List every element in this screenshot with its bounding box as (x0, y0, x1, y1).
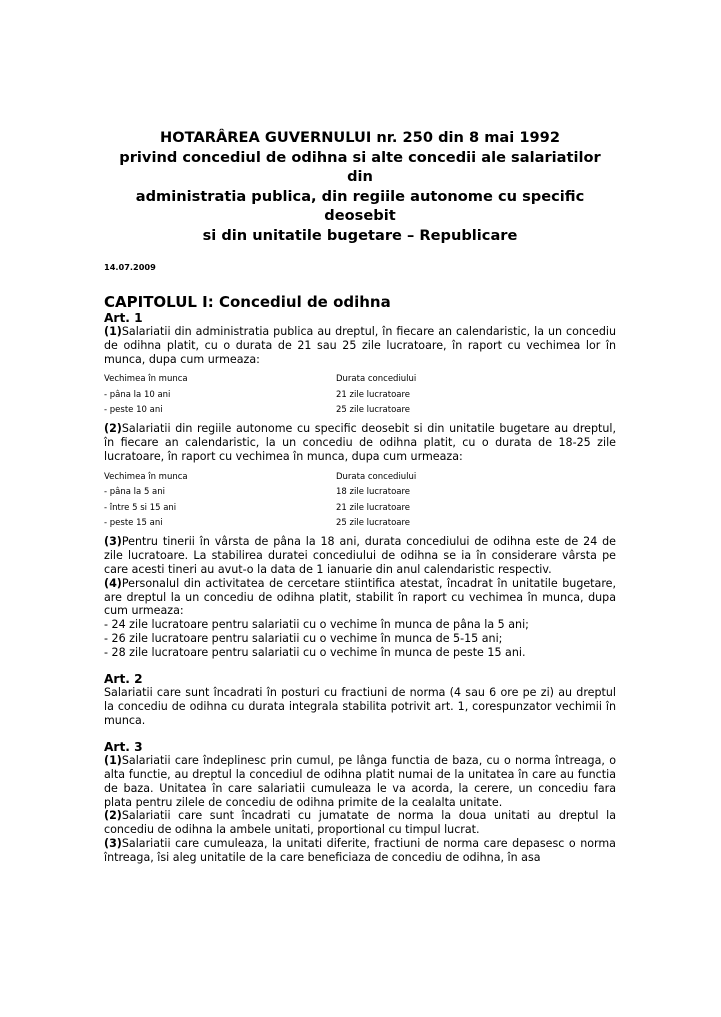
table-header-row (104, 469, 416, 485)
article-2-heading: Art. 2 (104, 672, 143, 687)
paragraph-number: (1) (104, 753, 122, 767)
table-cell: - pâna la 10 ani (104, 389, 171, 400)
list-item: - 26 zile lucratoare pentru salariatii cu o vechime în munca de 5-15 ani; (104, 632, 503, 646)
title-line: privind concediul de odihna si alte concedii ale salariatilor din (119, 148, 601, 185)
article-3-paragraph-3 (104, 837, 616, 865)
table-cell: 18 zile lucratoare (336, 487, 411, 498)
document-date: 14.07.2009 (104, 262, 156, 272)
table-cell: - peste 15 ani (104, 518, 163, 529)
article-3-paragraph-2 (104, 809, 616, 837)
paragraph-number: (4) (104, 576, 122, 590)
seniority-table-1 (104, 372, 416, 419)
chapter-heading: CAPITOLUL I: Concediul de odihna (104, 293, 391, 311)
table-row (104, 403, 416, 419)
paragraph-number: (3) (104, 534, 122, 548)
paragraph-text: Salariatii care sunt încadrati cu jumatate de norma la doua unitati au dreptul la concediu de odihna la ambele unitati, proportional cu timpul lucrat. (104, 809, 616, 837)
paragraph-text: Salariatii din regiile autonome cu specific deosebit si din unitatile bugetare au dreptul, în fiecare an calendaristic, la un concediu de odihna platit, cu o durata de 18-25 zile lucratoare, în raport cu vechimea în munca, dupa cum urmeaza: (104, 422, 616, 464)
list-item: - 28 zile lucratoare pentru salariatii cu o vechime în munca de peste 15 ani. (104, 646, 526, 660)
list-item: - 24 zile lucratoare pentru salariatii cu o vechime în munca de pâna la 5 ani; (104, 618, 529, 632)
table-row (104, 515, 416, 531)
article-1-heading: Art. 1 (104, 311, 143, 325)
title-line: administratia publica, din regiile autonome cu specific deosebit (135, 187, 585, 224)
article-1-paragraph-2 (104, 422, 616, 464)
table-header-cell: Vechimea în munca (104, 471, 188, 482)
article-3-paragraph-1 (104, 754, 616, 810)
table-cell: - între 5 si 15 ani (104, 502, 177, 513)
paragraph-number: (2) (104, 422, 122, 436)
article-2-paragraph: Salariatii care sunt încadrati în posturi cu fractiuni de norma (4 sau 6 ore pe zi) au dreptul la concediu de odihna cu durata integrala stabilita potrivit art. 1, corespunzator vechimii în munca. (104, 686, 616, 727)
paragraph-number: (2) (104, 809, 122, 823)
paragraph-text: Personalul din activitatea de cercetare stiintifica atestat, încadrat în unitatile bugetare, are dreptul la un concediu de odihna platit, stabilit în raport cu vechimea în munca, dupa cum urmeaza: (104, 576, 616, 618)
table-header-cell: Durata concediului (336, 471, 417, 482)
table-row (104, 484, 416, 500)
table-header-cell: Vechimea în munca (104, 374, 188, 385)
table-header-row (104, 372, 416, 388)
paragraph-text: Salariatii din administratia publica au dreptul, în fiecare an calendaristic, la un concediu de odihna platit, cu o durata de 21 sau 25 zile lucratoare, în raport cu vechimea lor în munca, dupa cum urmeaza: (104, 325, 616, 366)
document-page (104, 0, 616, 865)
paragraph-text: Salariatii care cumuleaza, la unitati diferite, fractiuni de norma care depasesc o norma întreaga, îsi aleg unitatile de la care beneficiaza de concediu de odihna, în asa (104, 837, 616, 865)
article-1-paragraph-4 (104, 577, 616, 619)
document-title (104, 128, 616, 245)
table-cell: 25 zile lucratoare (336, 405, 411, 416)
paragraph-text: Salariatii care îndeplinesc prin cumul, pe lânga functia de baza, cu o norma întreaga, o alta functie, au dreptul la concediul de odihna platit numai de la unitatea în care au functia de baza. Unitatea în care salariatii cumuleaza le va acorda, la cerere, un concediu fara plata pentru zilele de concediu de odihna primite de la cealalta unitate. (104, 753, 616, 809)
article-1-paragraph-3 (104, 535, 616, 577)
title-line: si din unitatile bugetare – Republicare (202, 226, 518, 244)
seniority-table-2 (104, 469, 416, 531)
paragraph-text: Pentru tinerii în vârsta de pâna la 18 ani, durata concediului de odihna este de 24 de zile lucratoare. La stabilirea duratei concediului de odihna se ia în considerare vârsta pe care acesti tineri au avut-o la data de 1 ianuarie din anul calendaristic respectiv. (104, 534, 616, 576)
table-cell: 21 zile lucratoare (336, 502, 411, 513)
title-line: HOTARÂREA GUVERNULUI nr. 250 din 8 mai 1992 (160, 129, 560, 146)
table-cell: - pâna la 5 ani (104, 487, 166, 498)
table-header-cell: Durata concediului (336, 374, 417, 385)
table-cell: 25 zile lucratoare (336, 518, 411, 529)
table-cell: - peste 10 ani (104, 405, 163, 416)
article-1-paragraph-1 (104, 325, 616, 367)
table-row (104, 500, 416, 516)
table-row (104, 387, 416, 403)
article-3-heading: Art. 3 (104, 739, 143, 754)
table-cell: 21 zile lucratoare (336, 389, 411, 400)
paragraph-number: (1) (104, 325, 122, 338)
paragraph-number: (3) (104, 837, 122, 851)
